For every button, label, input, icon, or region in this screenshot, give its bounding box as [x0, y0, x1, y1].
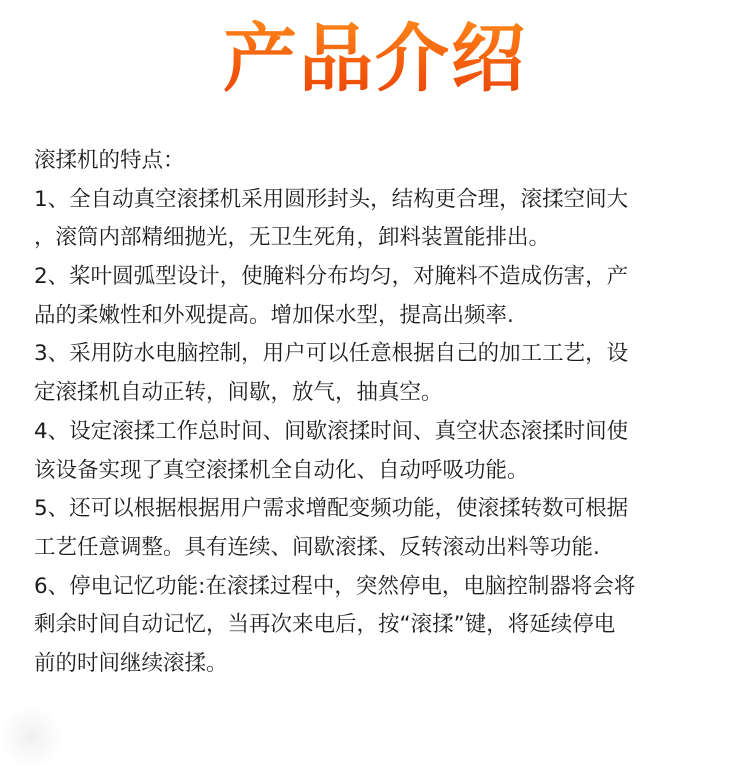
text-line: 2、桨叶圆弧型设计，使腌料分布均匀，对腌料不造成伤害，产	[34, 264, 629, 290]
text-line: 该设备实现了真空滚揉机全自动化、自动呼吸功能。	[34, 457, 529, 483]
text-line: 品的柔嫩性和外观提高。增加保水型，提高出频率.	[34, 302, 514, 328]
text-line: 前的时间继续滚揉。	[34, 650, 228, 676]
text-line: 4、设定滚揉工作总时间、间歇滚揉时间、真空状态滚揉时间使	[34, 418, 629, 444]
text-line: 5、还可以根据根据用户需求增配变频功能，使滚揉转数可根据	[34, 496, 629, 522]
faded-corner-watermark	[0, 706, 62, 768]
description-text	[34, 142, 724, 684]
text-line: 剩余时间自动记忆，当再次来电后，按“滚揉”键，将延续停电	[34, 612, 616, 638]
text-line: 6、停电记忆功能:在滚揉过程中，突然停电，电脑控制器将会将	[34, 573, 636, 599]
text-line: 3、采用防水电脑控制，用户可以任意根据自己的加工工艺，设	[34, 341, 629, 367]
text-line: 1、全自动真空滚揉机采用圆形封头，结构更合理，滚揉空间大	[34, 186, 629, 212]
text-line: 定滚揉机自动正转，间歇，放气，抽真空。	[34, 380, 443, 406]
text-line-heading: 滚揉机的特点：	[34, 148, 185, 173]
text-line: 工艺任意调整。具有连续、间歇滚揉、反转滚动出料等功能.	[34, 534, 600, 560]
text-line: ，滚筒内部精细抛光，无卫生死角，卸料装置能排出。	[34, 225, 551, 251]
page-title: 产品介绍	[0, 14, 750, 104]
